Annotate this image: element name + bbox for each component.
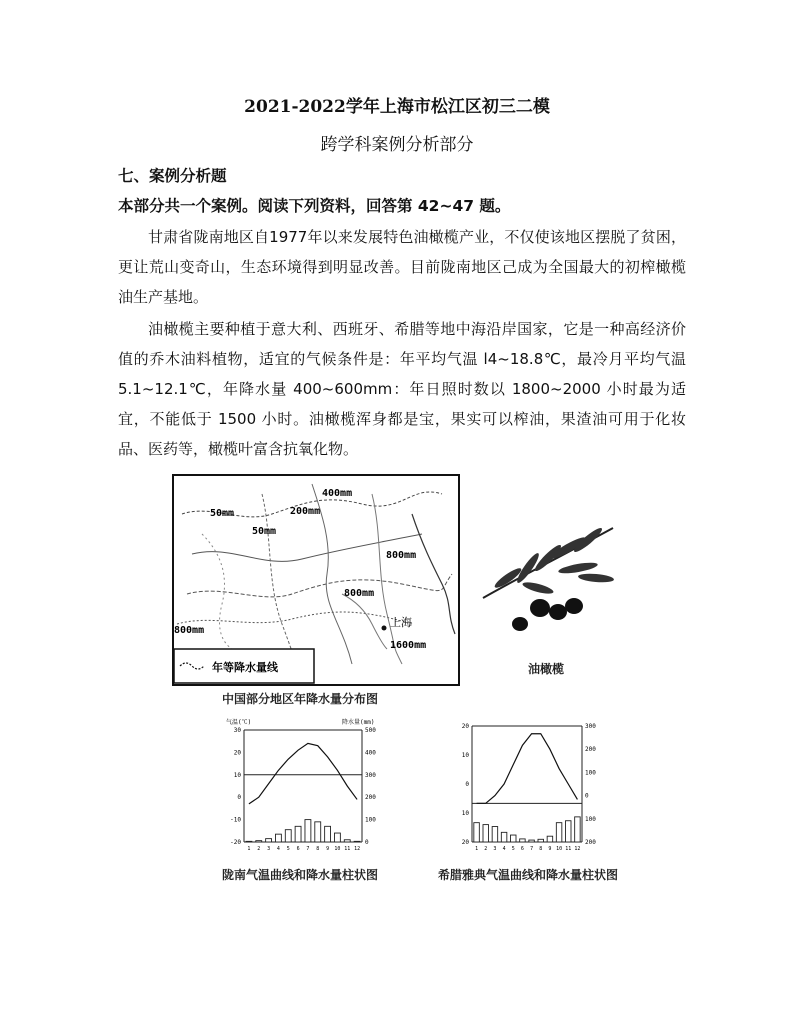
city-label: 上海 <box>390 616 412 629</box>
month-tick-label: 11 <box>565 846 572 852</box>
isoline-label: 1600mm <box>390 640 427 651</box>
month-tick-label: 3 <box>493 846 497 852</box>
month-tick-label: 8 <box>539 846 543 852</box>
precipitation-bar <box>344 840 350 842</box>
isoline-label: 800mm <box>344 588 375 599</box>
right-tick-label: 100 <box>585 815 596 823</box>
isoline-label: 800mm <box>386 550 417 561</box>
precipitation-bar <box>295 826 301 842</box>
precipitation-map <box>172 474 460 686</box>
legend-label: 年等降水量线 <box>212 661 278 674</box>
precipitation-bar <box>566 821 572 842</box>
temperature-curve <box>477 734 578 804</box>
olive-fruit <box>530 599 550 617</box>
right-tick-label: 200 <box>585 746 596 754</box>
right-tick-label: 200 <box>585 839 596 846</box>
right-tick-label: 500 <box>365 727 376 734</box>
precipitation-bar <box>520 839 526 842</box>
map-caption: 中国部分地区年降水量分布图 <box>222 692 379 706</box>
month-tick-label: 12 <box>574 846 581 852</box>
month-tick-label: 10 <box>556 846 563 852</box>
right-tick-label: 200 <box>365 794 376 802</box>
right-tick-label: 100 <box>585 769 596 777</box>
precipitation-bar <box>474 823 480 842</box>
right-tick-label: 100 <box>365 816 376 824</box>
section-intro: 本部分共一个案例。阅读下列资料，回答第 42~47 题。 <box>118 197 511 215</box>
precipitation-bar <box>275 834 281 842</box>
athens-climate-chart <box>452 706 612 856</box>
right-unit-label: 降水量(mm) <box>342 719 375 726</box>
month-tick-label: 9 <box>548 846 552 852</box>
month-tick-label: 1 <box>247 846 251 852</box>
month-tick-label: 3 <box>267 846 271 852</box>
precipitation-bar <box>501 832 507 842</box>
isoline-label: 400mm <box>322 488 353 499</box>
precipitation-bar <box>529 840 535 842</box>
olive-fruit <box>512 617 528 631</box>
left-tick-label: 20 <box>233 749 241 757</box>
longnan-climate-chart <box>226 714 386 856</box>
month-tick-label: 6 <box>296 846 300 852</box>
precipitation-bar <box>354 841 360 842</box>
olive-caption: 油橄榄 <box>528 662 565 676</box>
month-tick-label: 12 <box>354 846 361 852</box>
athens-chart-caption: 希腊雅典气温曲线和降水量柱状图 <box>438 868 619 882</box>
left-tick-label: 30 <box>233 727 241 734</box>
precipitation-bar <box>483 825 489 842</box>
precipitation-bar <box>547 836 553 842</box>
precipitation-bar <box>492 827 498 842</box>
isoline-label: 800mm <box>174 625 205 636</box>
month-tick-label: 5 <box>511 846 515 852</box>
month-tick-label: 7 <box>306 846 310 852</box>
month-tick-label: 4 <box>276 846 280 852</box>
left-tick-label: 20 <box>461 723 469 730</box>
precipitation-bar <box>538 839 544 842</box>
month-tick-label: 8 <box>316 846 320 852</box>
left-unit-label: 气温(℃) <box>226 719 252 726</box>
precipitation-bar <box>315 822 321 842</box>
precipitation-bar <box>325 826 331 842</box>
month-tick-label: 2 <box>484 846 488 852</box>
precipitation-bar <box>285 830 291 842</box>
paragraph-1: 甘肃省陇南地区自1977年以来发展特色油橄榄产业，不仅使该地区摆脱了贫困，更让荒山变奇山，生态环境得到明显改善。目前陇南地区己成为全国最大的初榨橄榄油生产基地。 <box>118 228 686 306</box>
isoline-label: 50mm <box>252 526 277 537</box>
right-tick-label: 400 <box>365 749 376 757</box>
olive-leaf <box>522 580 555 596</box>
left-tick-label: -20 <box>230 839 241 846</box>
olive-leaf <box>578 572 615 583</box>
right-tick-label: 300 <box>365 771 376 779</box>
left-tick-label: 0 <box>465 781 469 788</box>
month-tick-label: 10 <box>334 846 341 852</box>
left-tick-label: 10 <box>461 810 469 817</box>
isoline-label: 50mm <box>210 508 235 519</box>
precipitation-bar <box>266 839 272 842</box>
temperature-curve <box>249 743 357 803</box>
precipitation-bar <box>246 841 252 842</box>
left-tick-label: 10 <box>461 752 469 759</box>
precipitation-bar <box>334 833 340 842</box>
longnan-chart-caption: 陇南气温曲线和降水量柱状图 <box>222 868 379 882</box>
month-tick-label: 11 <box>344 846 351 852</box>
precipitation-bar <box>556 823 562 842</box>
left-tick-label: 10 <box>233 771 241 779</box>
paragraph-2: 油橄榄主要种植于意大利、西班牙、希腊等地中海沿岸国家，它是一种高经济价值的乔木油料植物，适宜的气候条件是：年平均气温 l4~18.8℃，最冷月平均气温 5.1~12.1℃，年降水量 400~600mm：年日照时数以 1800~2000 小时最为适宜，不能低于 1500 小时。油橄榄浑身都是宝，果实可以榨油，果渣油可用于化妆品、医药等，橄榄叶富含抗氧化物。 <box>118 320 686 458</box>
olive-leaf <box>558 561 599 576</box>
precipitation-bar <box>256 841 262 842</box>
month-tick-label: 1 <box>475 846 479 852</box>
precipitation-bar <box>305 820 311 842</box>
page-title: 2021-2022学年上海市松江区初三二模 <box>244 97 550 117</box>
page-subtitle: 跨学科案例分析部分 <box>320 135 474 155</box>
month-tick-label: 5 <box>286 846 290 852</box>
right-tick-label: 0 <box>365 839 369 846</box>
precipitation-bar <box>511 835 517 842</box>
olive-illustration <box>478 518 618 638</box>
left-tick-label: 0 <box>237 794 241 802</box>
olive-fruit <box>549 604 567 620</box>
month-tick-label: 4 <box>502 846 506 852</box>
month-tick-label: 9 <box>326 846 330 852</box>
month-tick-label: 6 <box>520 846 524 852</box>
shanghai-marker <box>382 626 387 631</box>
right-tick-label: 300 <box>585 723 596 730</box>
precipitation-bar <box>575 817 580 842</box>
month-tick-label: 7 <box>530 846 534 852</box>
section-heading: 七、案例分析题 <box>118 167 227 185</box>
month-tick-label: 2 <box>257 846 261 852</box>
right-tick-label: 0 <box>585 792 589 800</box>
olive-fruit <box>565 598 583 614</box>
left-tick-label: -10 <box>230 816 241 824</box>
isoline-label: 200mm <box>290 506 321 517</box>
left-tick-label: 20 <box>461 839 469 846</box>
